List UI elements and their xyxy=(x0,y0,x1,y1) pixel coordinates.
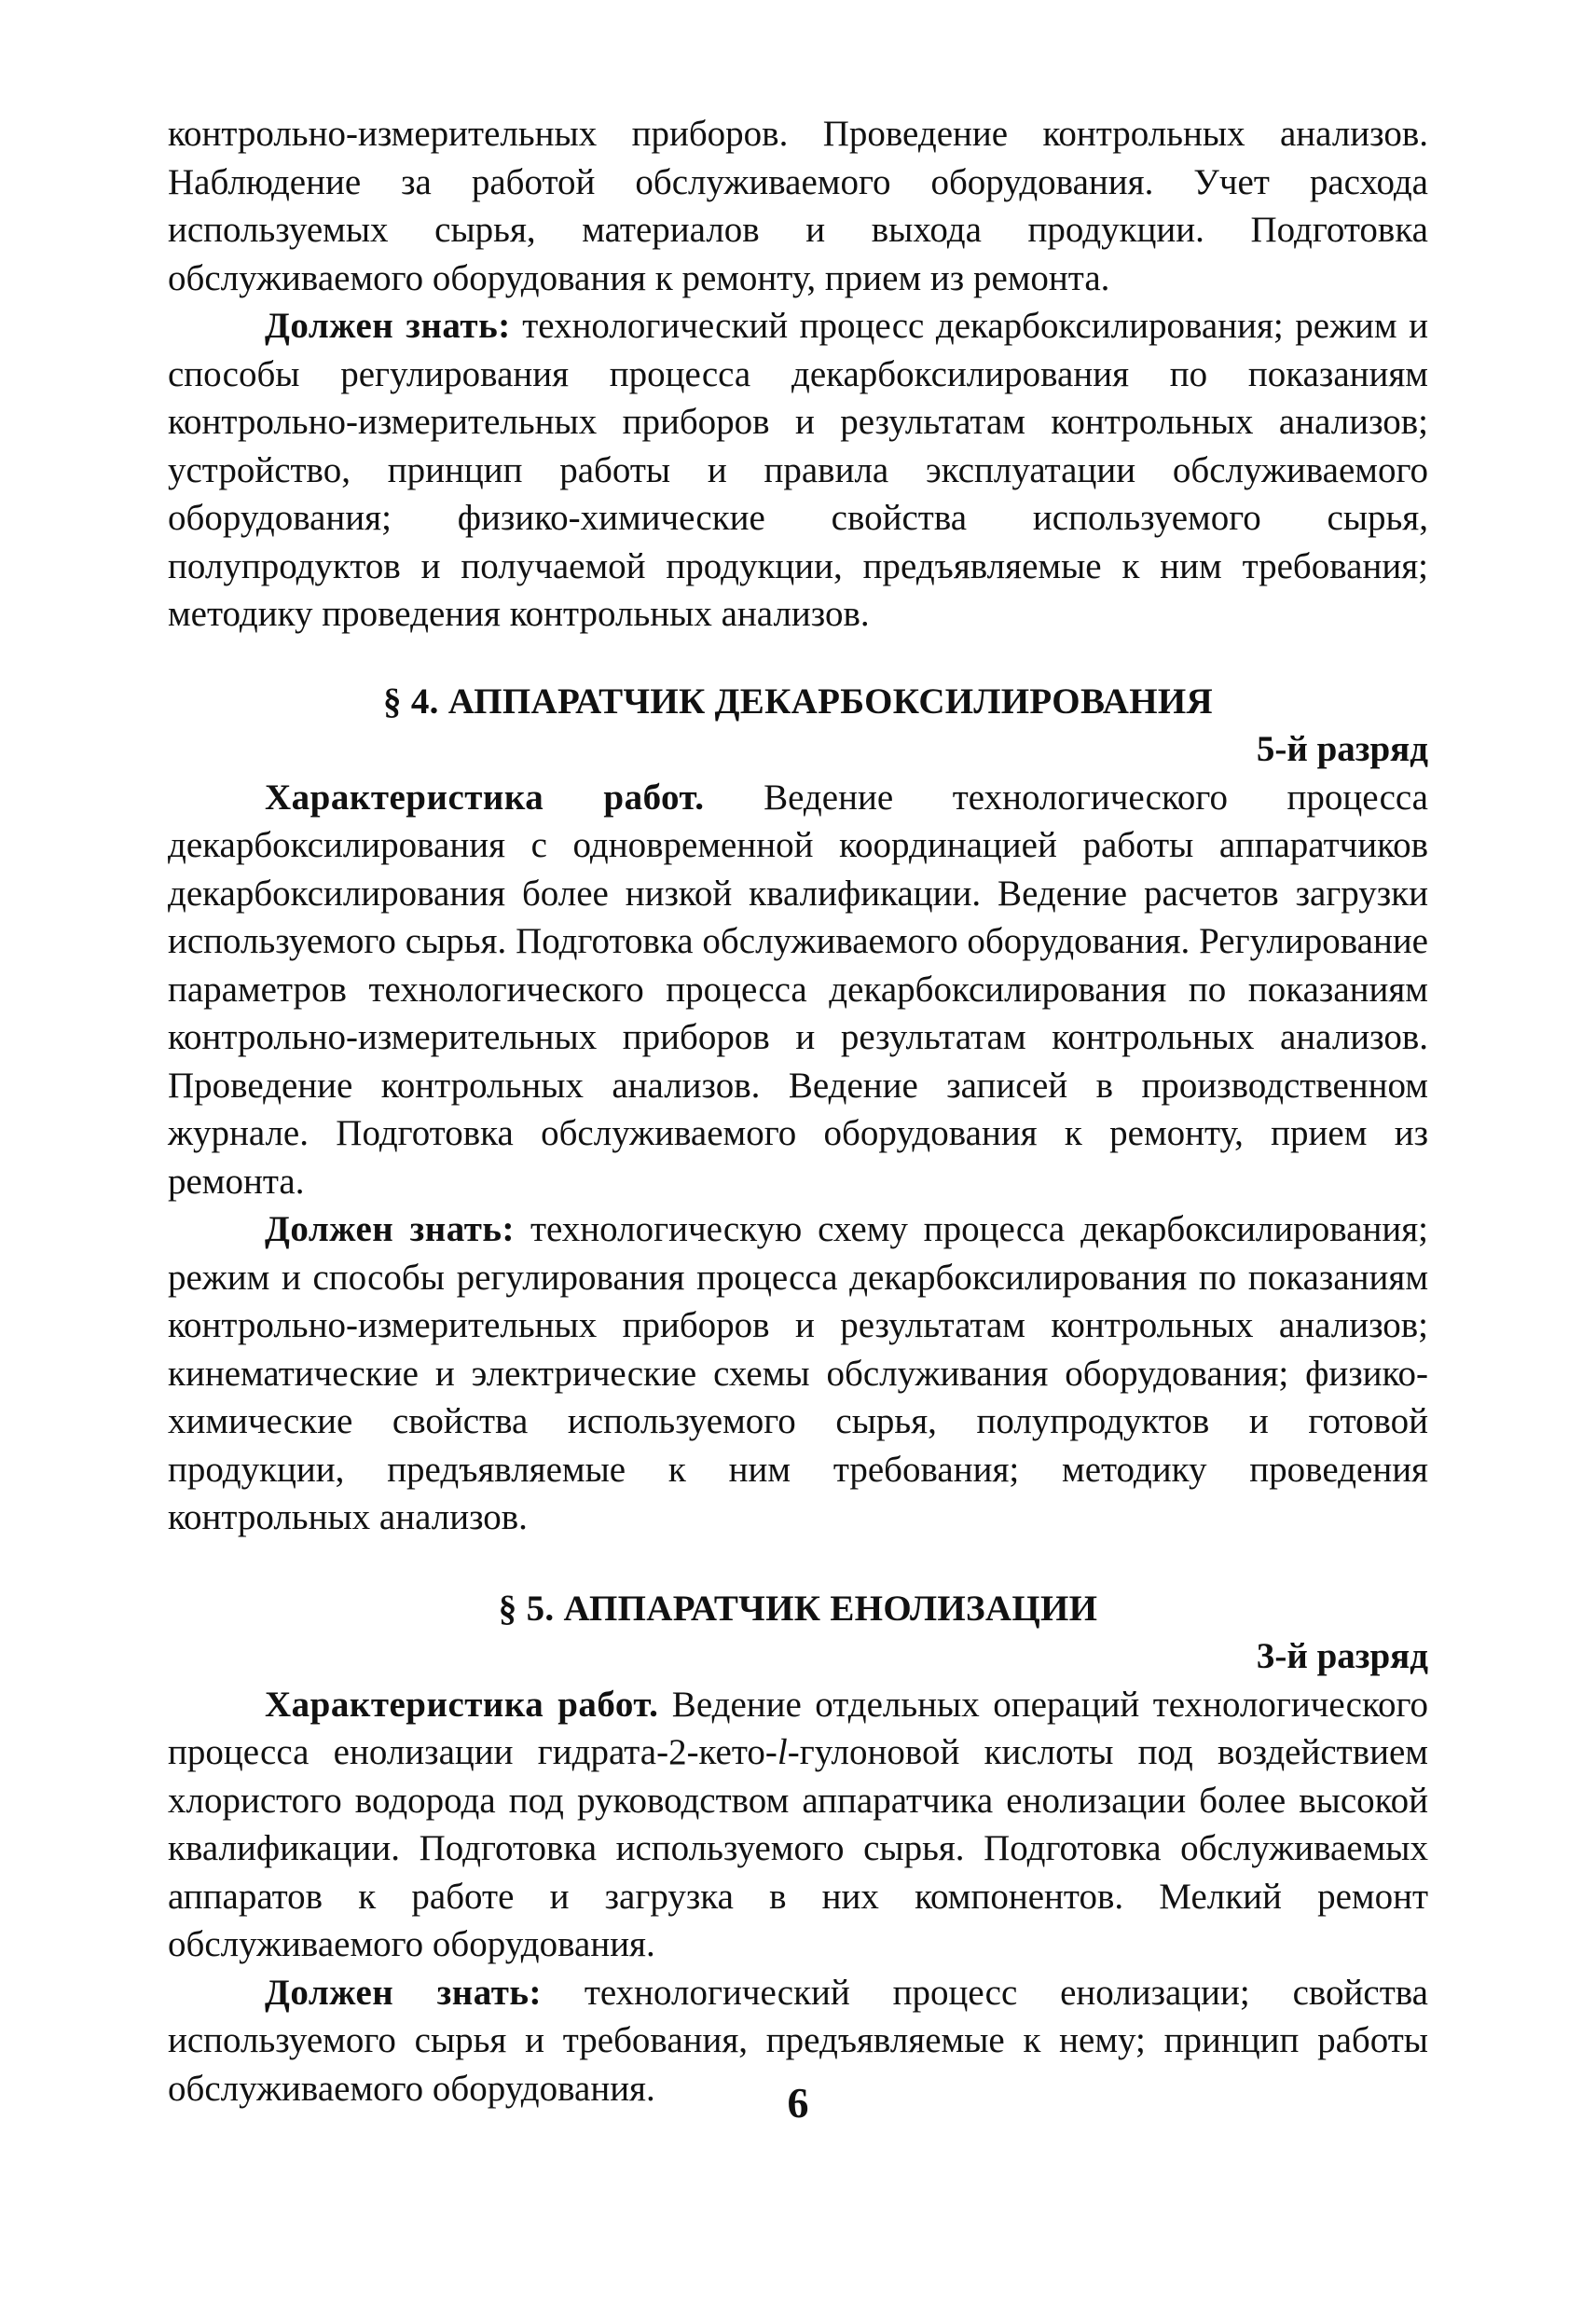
intro-must-know xyxy=(168,302,1428,639)
section-4-grade: 5-й разряд xyxy=(1256,729,1428,769)
section-5-grade: 3-й разряд xyxy=(1256,1636,1428,1676)
section-4-heading: § 4. АППАРАТЧИК ДЕКАРБОКСИЛИРОВАНИЯ xyxy=(383,681,1213,722)
section-4-must-know-label: Должен знать: xyxy=(265,1209,516,1249)
section-4-characteristics-label: Характеристика работ. xyxy=(265,777,705,818)
intro-must-know-label: Должен знать: xyxy=(265,306,511,346)
section-4-characteristics xyxy=(168,774,1428,1206)
intro-must-know-text: технологический процесс декарбоксилирования; режим и способы регулирования процесса декарбоксилирования по показаниям контрольно-измерительных приборов и результатам контрольных анализов; устройство, принцип работы и правила эксплуатации обслуживаемого оборудования; физико-химические свойства используемого сырья, полупродуктов и получаемой продукции, предъявляемые к ним требования; методику проведения контрольных анализов. xyxy=(168,306,1428,634)
section-5-characteristics-label: Характеристика работ. xyxy=(265,1684,659,1725)
section-4-characteristics-text: Ведение технологического процесса декарбоксилирования с одновременной координацией работы аппаратчиков декарбоксилирования более низкой квалификации. Ведение расчетов загрузки используемого сырья. Подготовка обслуживаемого оборудования. Регулирование параметров технологического процесса декарбоксилирования по показаниям контрольно-измерительных приборов и результатам контрольных анализов. Проведение контрольных анализов. Ведение записей в производственном журнале. Подготовка обслуживаемого оборудования к ремонту, прием из ремонта. xyxy=(168,777,1428,1202)
document-page xyxy=(168,110,1428,2112)
section-5-characteristics xyxy=(168,1681,1428,1969)
section-5-characteristics-italic: l xyxy=(777,1732,788,1772)
intro-continuation-text: контрольно-измерительных приборов. Проведение контрольных анализов. Наблюдение за работой обслуживаемого оборудования. Учет расхода используемых сырья, материалов и выхода продукции. Подготовка обслуживаемого оборудования к ремонту, прием из ремонта. xyxy=(168,114,1428,298)
intro-continuation xyxy=(168,110,1428,302)
page-number: 6 xyxy=(787,2079,809,2126)
section-4-must-know-text: технологическую схему процесса декарбоксилирования; режим и способы регулирования процесса декарбоксилирования по показаниям контрольно-измерительных приборов и результатам контрольных анализов; кинематические и электрические схемы обслуживания оборудования; физико-химические свойства используемого сырья, полупродуктов и готовой продукции, предъявляемые к ним требования; методику проведения контрольных анализов. xyxy=(168,1209,1428,1537)
section-5-heading: § 5. АППАРАТЧИК ЕНОЛИЗАЦИИ xyxy=(498,1588,1098,1629)
section-4-must-know xyxy=(168,1205,1428,1542)
section-5-must-know-text: технологический процесс енолизации; свойства используемого сырья и требования, предъявляемые к нему; принцип работы обслуживаемого оборудования. xyxy=(168,1972,1428,2109)
section-5-characteristics-text-b: -гулоновой кислоты под воздействием хлористого водорода под руководством аппаратчика енолизации более высокой квалификации. Подготовка используемого сырья. Подготовка обслуживаемых аппаратов к работе и загрузка в них компонентов. Мелкий ремонт обслуживаемого оборудования. xyxy=(168,1732,1428,1964)
section-5-characteristics-text-a: Ведение отдельных операций технологического процесса енолизации гидрата-2-кето- xyxy=(168,1684,1428,1772)
section-5-must-know-label: Должен знать: xyxy=(265,1972,542,2013)
